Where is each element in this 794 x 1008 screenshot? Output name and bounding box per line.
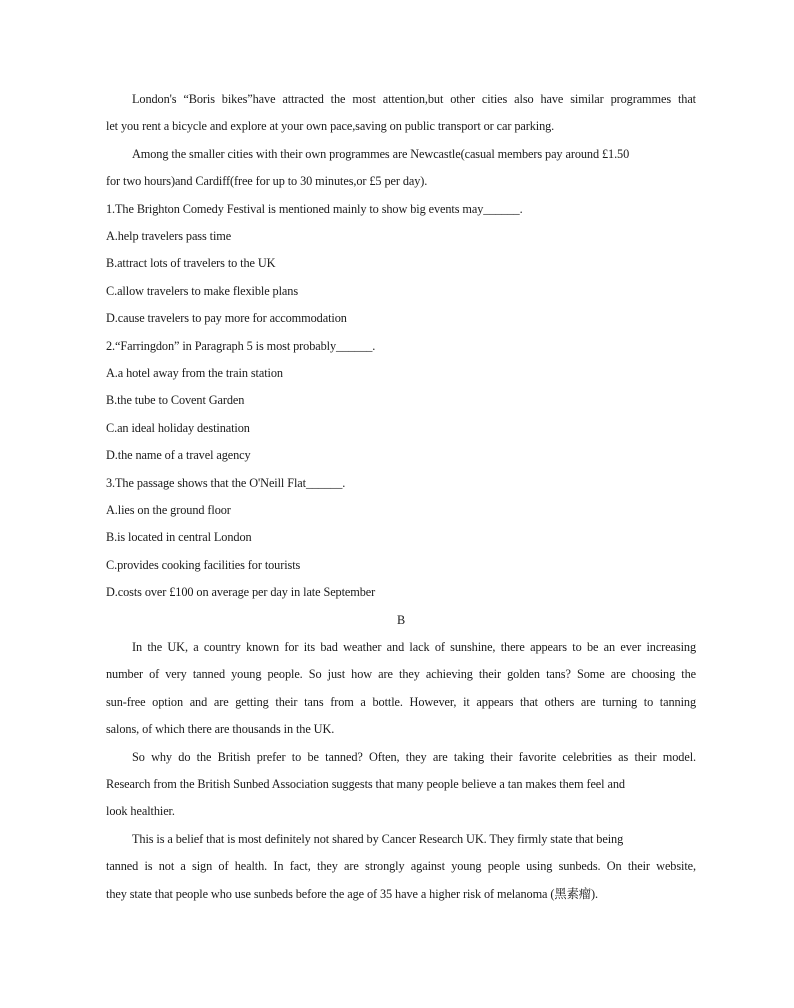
section-b-p1-line3: sun-free option and are getting their tans from a bottle. However, it appears that others are turning to tanning	[106, 695, 696, 709]
section-b-p2-line1: So why do the British prefer to be tanned? Often, they are taking their favorite celebrities as their model.	[132, 750, 696, 764]
question-3-option-c: C.provides cooking facilities for tourists	[106, 558, 301, 572]
section-b-p2-line3: look healthier.	[106, 804, 175, 818]
section-b-p1-line4: salons, of which there are thousands in the UK.	[106, 722, 335, 736]
passage-a-p2-line1: Among the smaller cities with their own programmes are Newcastle(casual members pay around £1.50	[132, 147, 630, 161]
question-3-option-d: D.costs over £100 on average per day in late September	[106, 585, 376, 599]
question-2-option-b: B.the tube to Covent Garden	[106, 393, 245, 407]
section-b-p2-line2: Research from the British Sunbed Association suggests that many people believe a tan makes them feel and	[106, 777, 625, 791]
question-2-option-a: A.a hotel away from the train station	[106, 366, 283, 380]
section-b-p1-line2: number of very tanned young people. So just how are they achieving their golden tans? Some are choosing the	[106, 667, 696, 681]
passage-a-p2-line2: for two hours)and Cardiff(free for up to 30 minutes,or £5 per day).	[106, 174, 428, 188]
question-1-option-b: B.attract lots of travelers to the UK	[106, 256, 276, 270]
section-b-p3-line2: tanned is not a sign of health. In fact, they are strongly against young people using sunbeds. On their website,	[106, 859, 696, 873]
question-1-option-a: A.help travelers pass time	[106, 229, 232, 243]
section-b-p3-line1: This is a belief that is most definitely not shared by Cancer Research UK. They firmly state that being	[132, 832, 624, 846]
passage-a-p1-line2: let you rent a bicycle and explore at your own pace,saving on public transport or car parking.	[106, 119, 555, 133]
question-3-option-a: A.lies on the ground floor	[106, 503, 231, 517]
section-b-p1-line1: In the UK, a country known for its bad weather and lack of sunshine, there appears to be an ever increasing	[132, 640, 696, 654]
question-3-option-b: B.is located in central London	[106, 530, 252, 544]
question-2-stem: 2.“Farringdon” in Paragraph 5 is most probably______.	[106, 339, 376, 353]
question-1-option-c: C.allow travelers to make flexible plans	[106, 284, 299, 298]
question-3-stem: 3.The passage shows that the O'Neill Flat______.	[106, 476, 346, 490]
question-1-stem: 1.The Brighton Comedy Festival is mentioned mainly to show big events may______.	[106, 202, 523, 216]
question-2-option-c: C.an ideal holiday destination	[106, 421, 250, 435]
passage-a-p1-line1: London's “Boris bikes”have attracted the most attention,but other cities also have similar programmes that	[132, 92, 696, 106]
section-b-heading: B	[396, 613, 406, 627]
section-b-p3-line3: they state that people who use sunbeds before the age of 35 have a higher risk of melanoma (黑素瘤).	[106, 887, 598, 901]
question-1-option-d: D.cause travelers to pay more for accommodation	[106, 311, 347, 325]
question-2-option-d: D.the name of a travel agency	[106, 448, 251, 462]
